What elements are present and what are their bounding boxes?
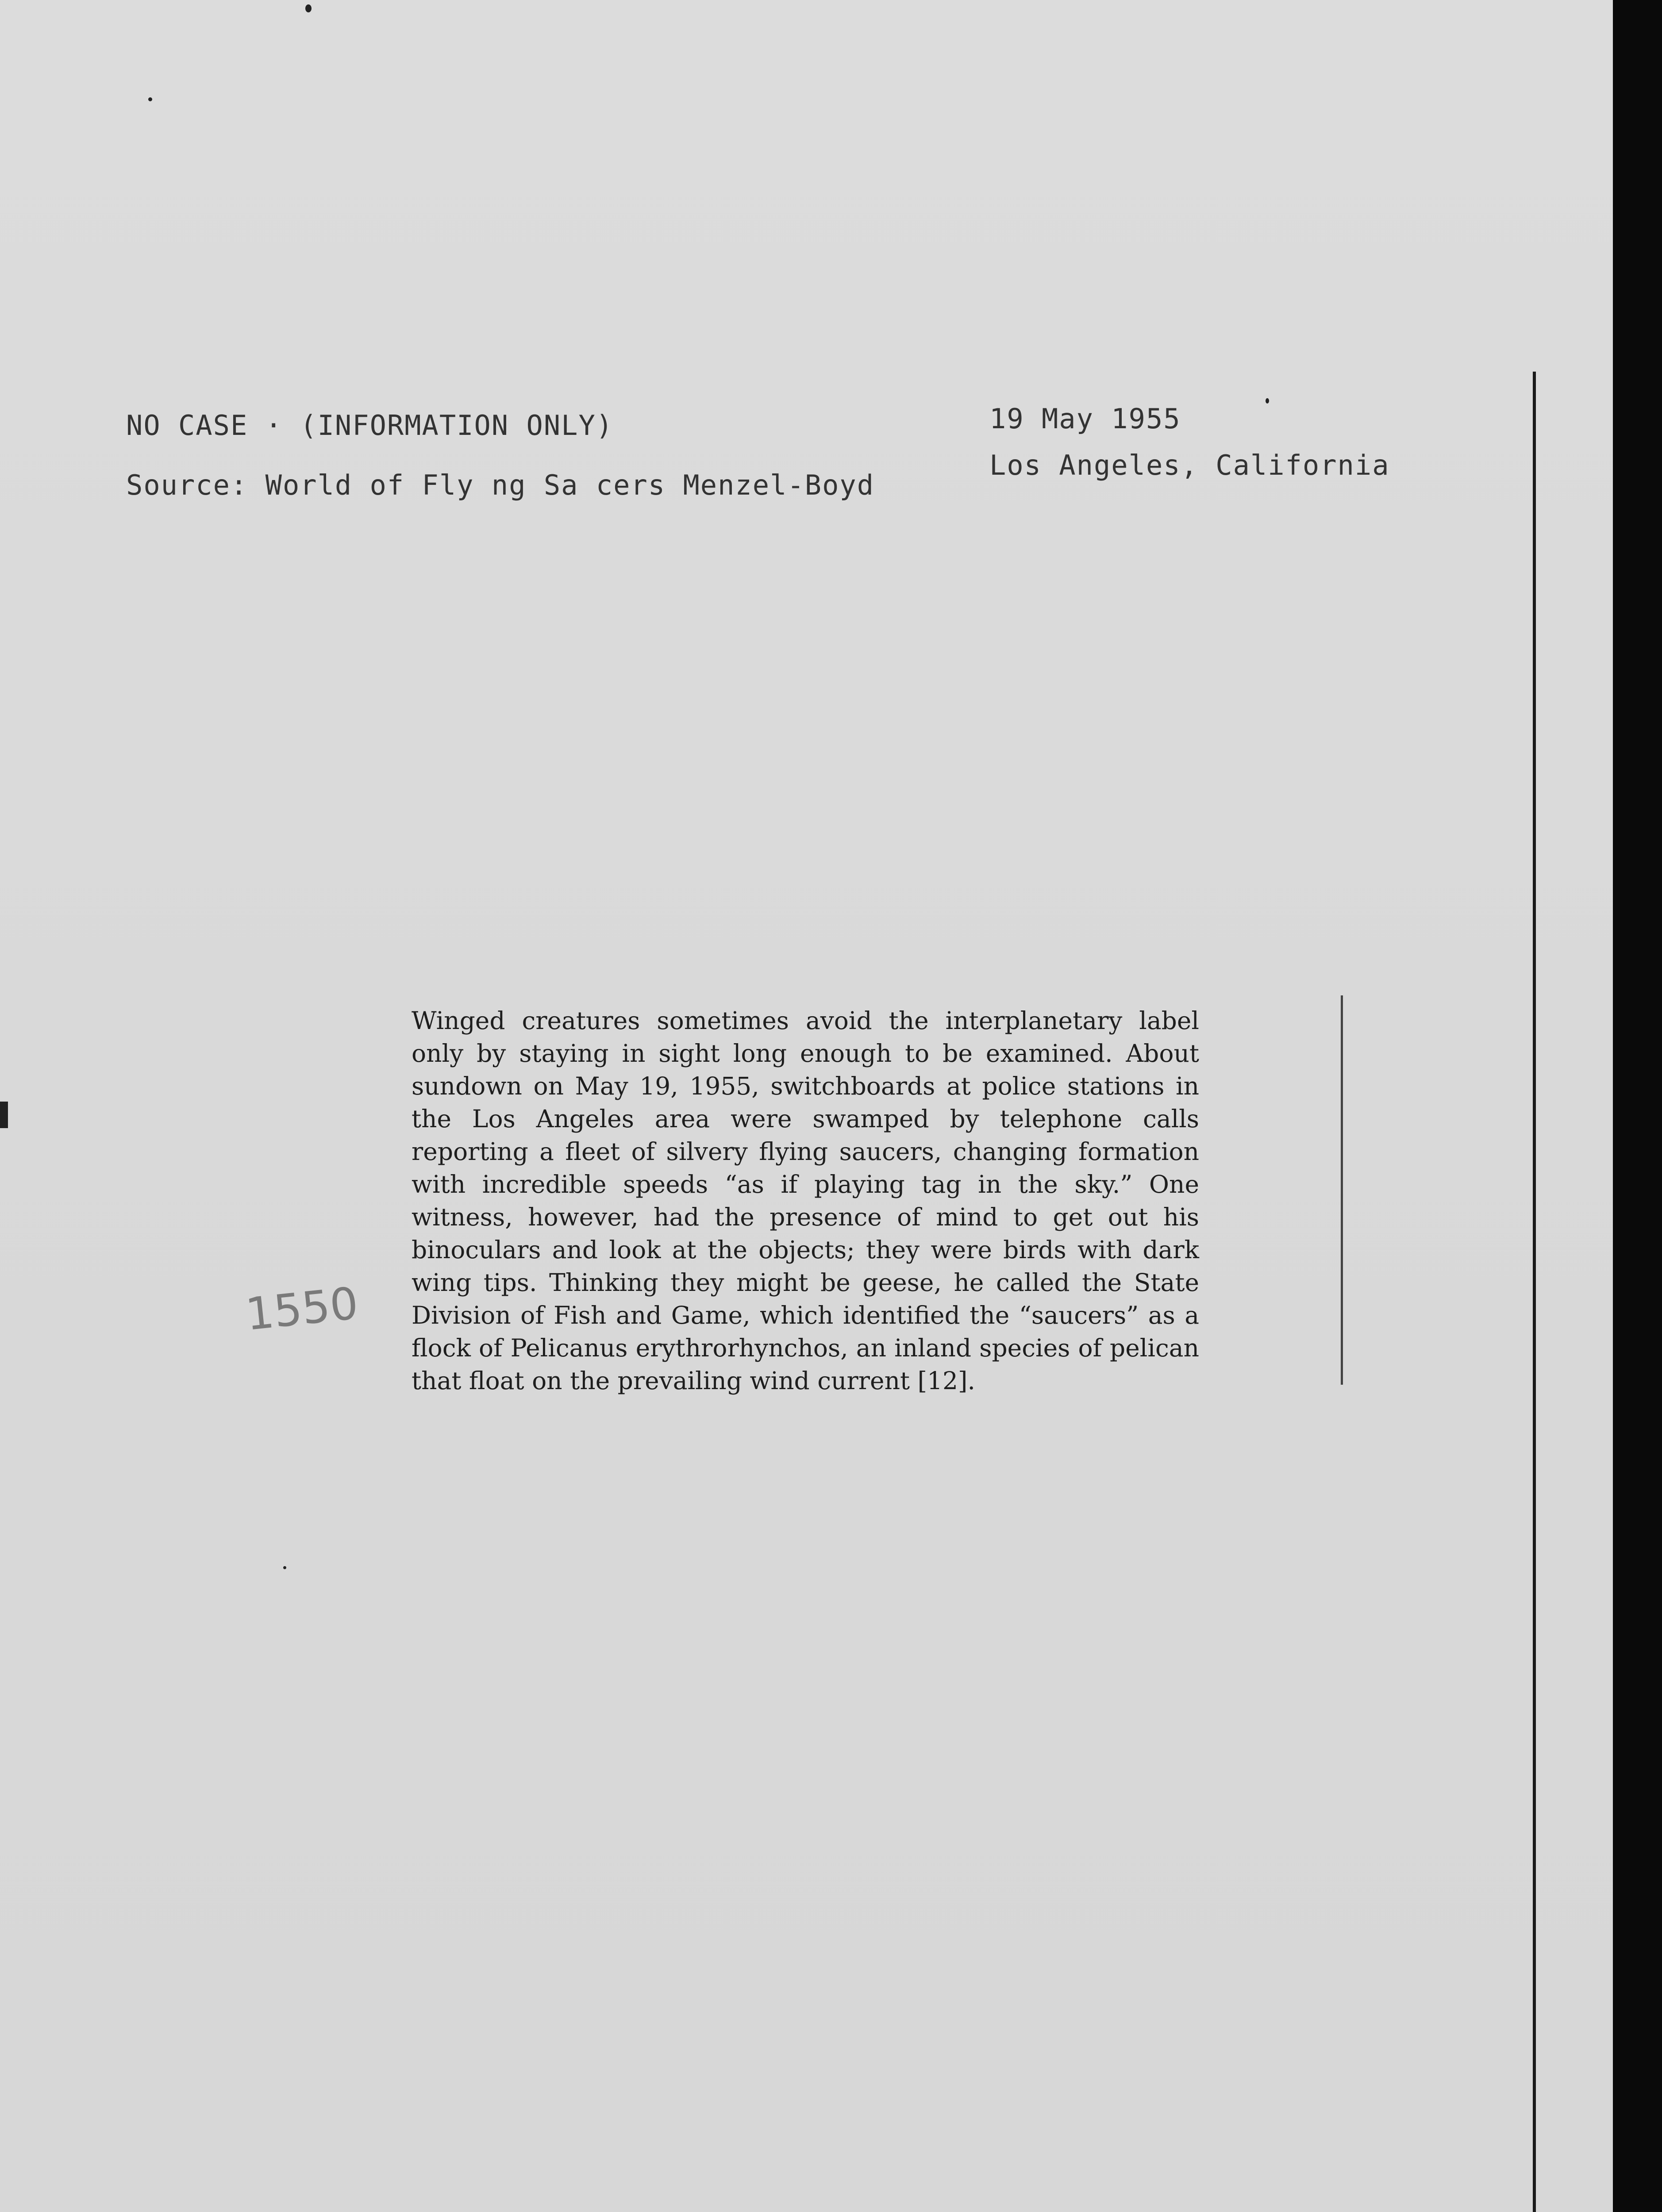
report-date: 19 May 1955 [989,403,1181,435]
handwritten-note: 1550 [243,1277,361,1340]
scan-speck [0,1102,8,1128]
excerpt-paragraph: Winged creatures sometimes avoid the interplanetary label only by staying in sight long enough to be examined. About sundown on May 19, 1955, switchboards at police stations in the Los Angeles area were swamped by telephone calls reporting a fleet of silvery flying saucers, changing formation with incredible speeds “as if playing tag in the sky.” One witness, however, had the presence of mind to get out his binoculars and look at the objects; they were birds with dark wing tips. Thinking they might be geese, he called the State Division of Fish and Game, which identified the “saucers” as a flock of Pelicanus erythrorhynchos, an inland species of pelican that float on the prevailing wind current [12]. [412,1006,1199,1395]
scan-speck [1266,398,1269,403]
scan-speck [283,1566,286,1569]
scan-speck [148,97,152,101]
scan-speck [305,4,312,12]
page-edge-line [1533,372,1536,2212]
scan-border [1613,0,1662,2212]
case-label: NO CASE · (INFORMATION ONLY) [126,409,614,442]
report-location: Los Angeles, California [989,449,1390,481]
book-excerpt [412,1004,1199,1397]
margin-rule [1341,995,1343,1385]
source-line: Source: World of Fly ng Sa cers Menzel-Boyd [126,469,875,501]
